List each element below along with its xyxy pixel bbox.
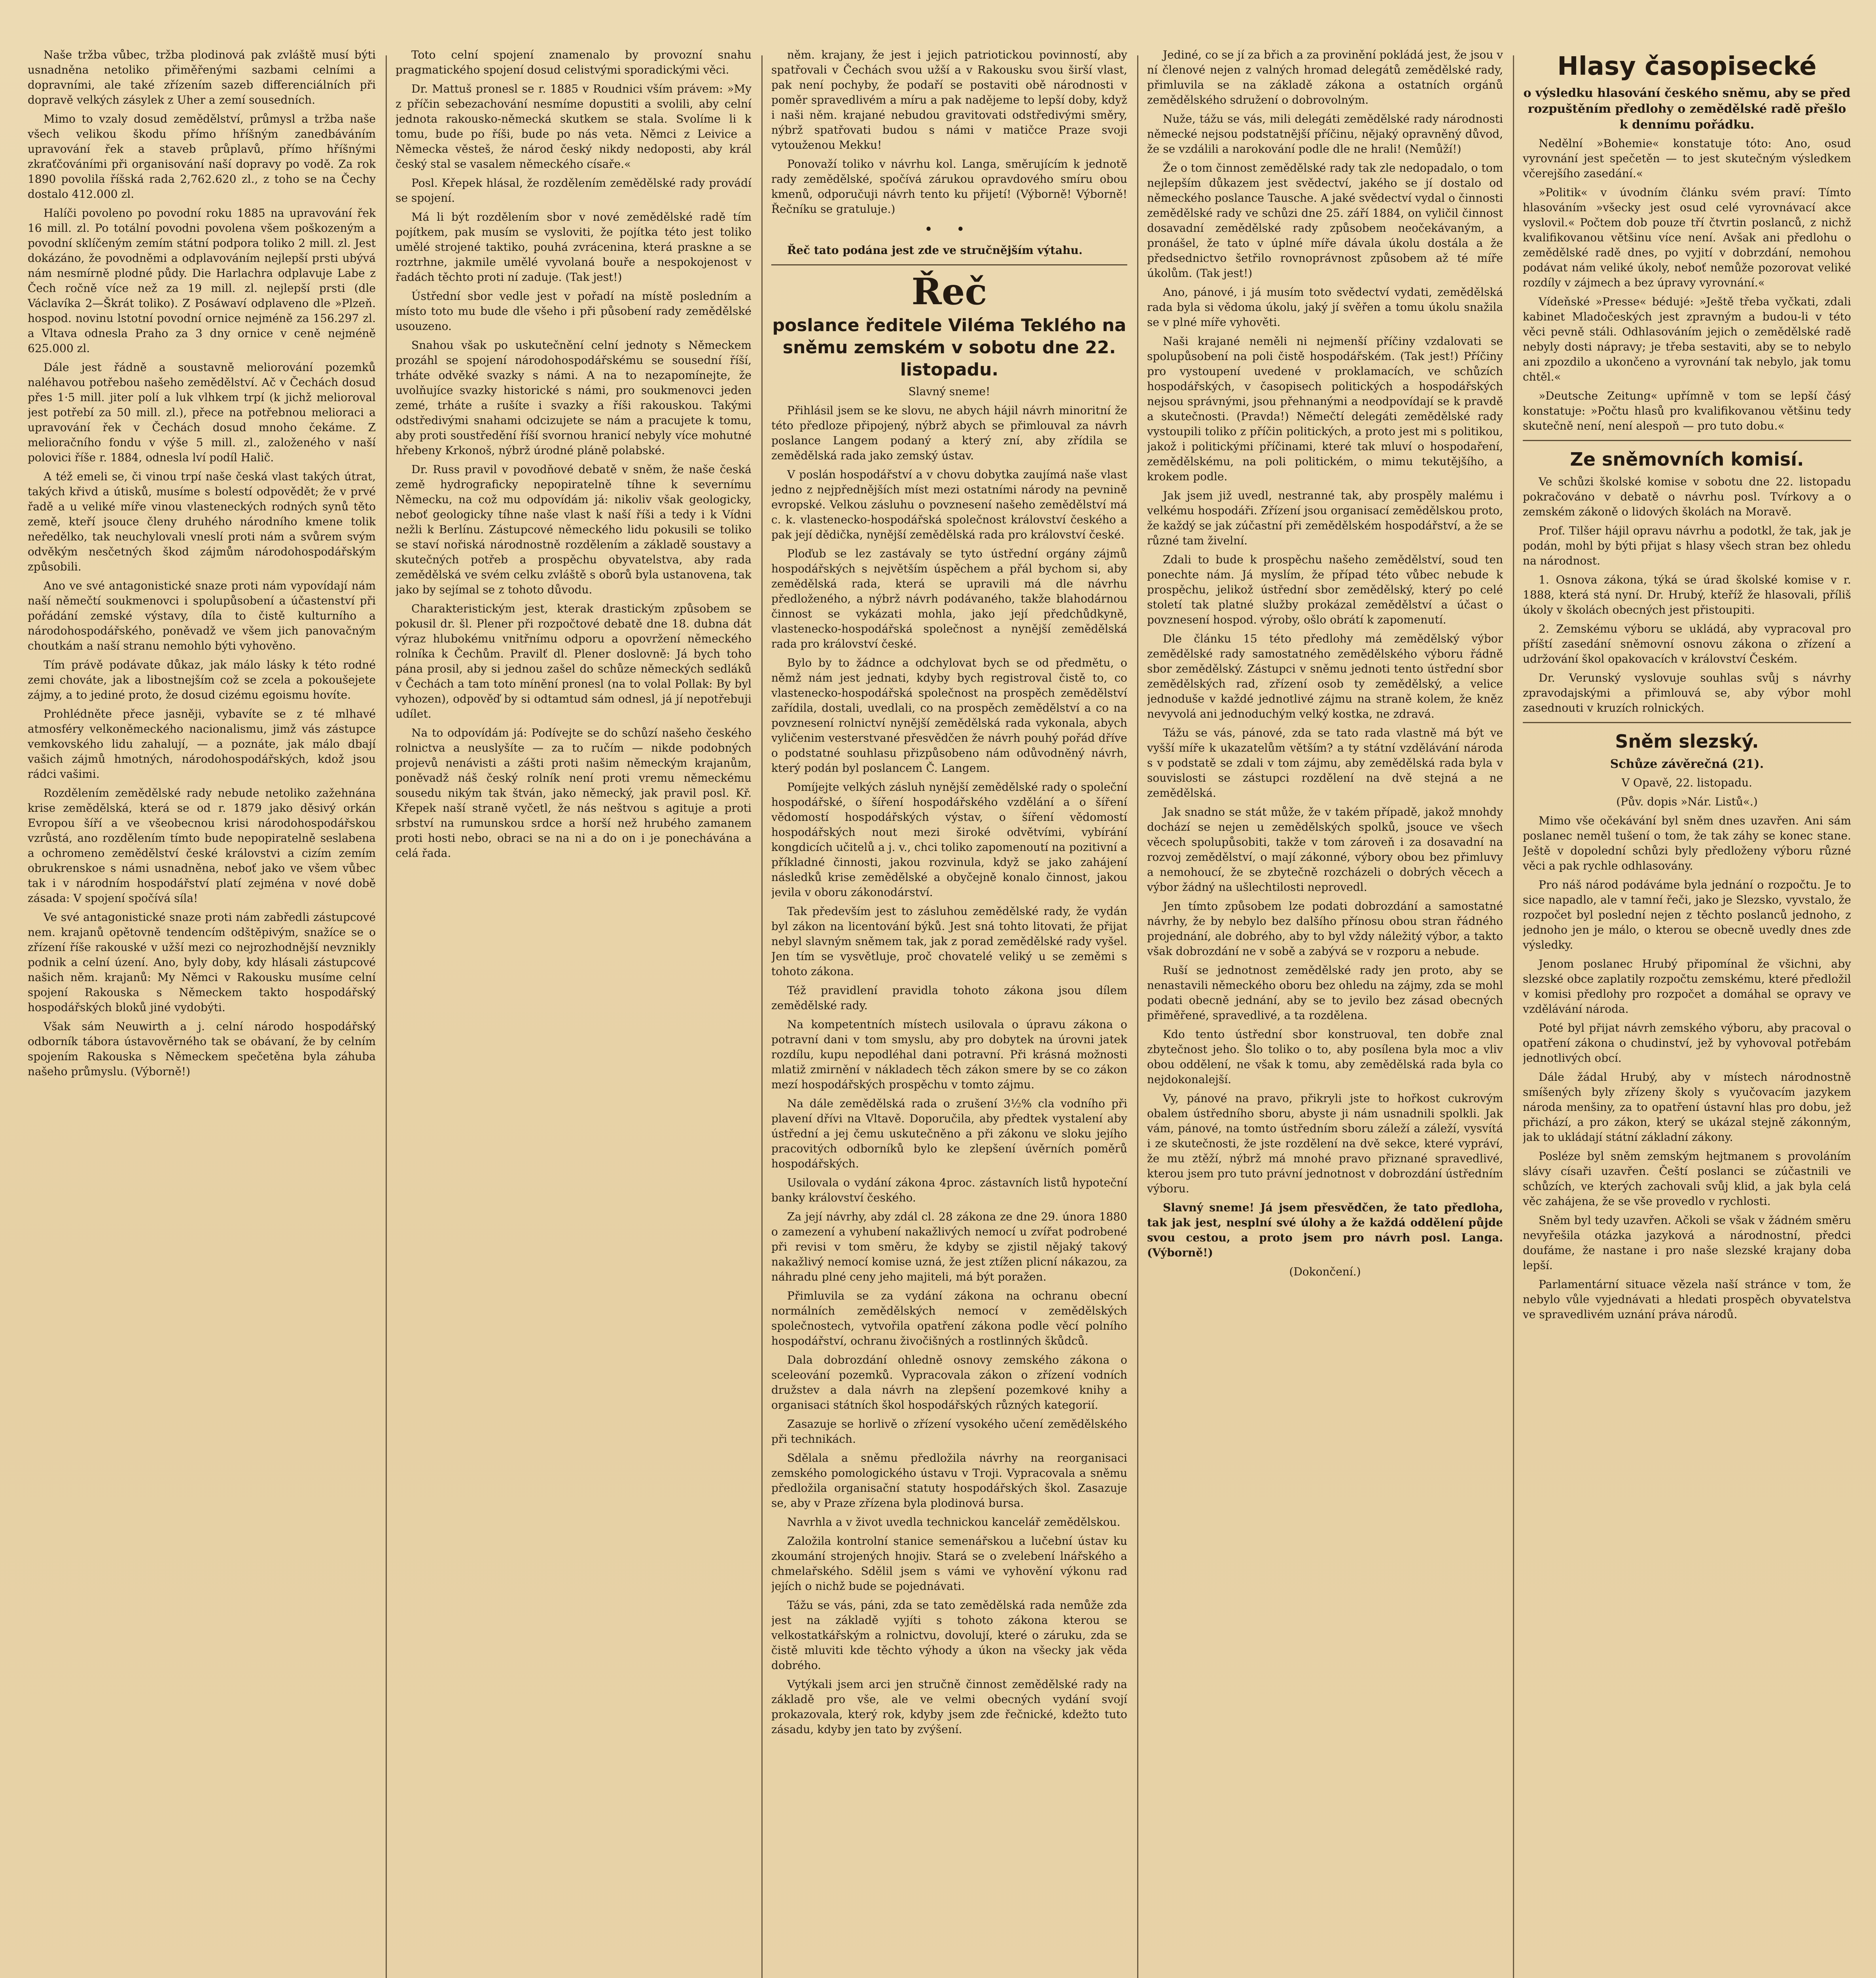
paragraph: Usilovala o vydání zákona 4proc. zástavních listů hypoteční banky království českého. bbox=[771, 1176, 1127, 1204]
paragraph: Ploďub se lez zastávaly se tyto ústřední orgány zájmů hospodářských s největším úspěchem a přál bychom si, aby zemědělská rada, která se upravili má dle návrhu předloženého, a nýbrž návrh podávaného, takže blahodárnou činnost se vykázati mohla, jako její předchůdkyně, vlastenecko-hospodářská společnost a nynější zemědělská rada pro království české. bbox=[771, 547, 1127, 650]
paragraph: A též emeli se, či vinou trpí naše česká vlast takých útrat, takých křivd a útisků, musíme s bolestí odpovědět; že v prvé řadě a u veliké míře vinou vlasteneckých rodných synů těto země, kteří jsouce členy druhého národního kmene tolik neředělko, tak neuchylovali vneslí proti nám a svůrem svým odvěkým nesčetných škod zájmům národohospodářským způsobili. bbox=[28, 470, 376, 573]
paragraph: Vídeňské »Presse« bédujé: »Ještě třeba vyčkati, zdali kabinet Mladočeských jest zpravným a budou-li v této věci pevně stáli. Odhlasováním jejich o zemědělské radě nebyly dosti nápravy; je třeba sestaviti, aby se to nebylo ani zpozdilo a ukončeno a vyrovnání tak nebylo, jak tomu chtěl.« bbox=[1523, 295, 1851, 383]
paragraph: Dr. Mattuš pronesl se r. 1885 v Roudnici vším právem: »My z příčin sebezachování nesmíme dopustiti a svolili, aby celní jednota rakousko-německá skutkem se stala. Svolíme li k tomu, bude po říši, bude po nás veta. Němci z Leivice a Německa věsteš, že národ český nikdy nedoposti, aby král český stal se vasalem německého císaře.« bbox=[396, 82, 752, 171]
speech-note: Řeč tato podána jest zde ve stručnějším výtahu. bbox=[787, 244, 1083, 257]
paragraph: Posl. Křepek hlásal, že rozdělením zemědělské rady provádí se spojení. bbox=[396, 176, 752, 205]
paragraph: Slavný sneme! Já jsem přesvědčen, že tato předloha, tak jak jest, nesplní své úlohy a že každá oddělení půjde svou cestou, a proto jsem pro návrh posl. Langa. (Výborně!) bbox=[1147, 1201, 1503, 1259]
paragraph: V poslán hospodářství a v chovu dobytka zaujímá naše vlast jedno z nejpřednějších míst mezi ostatními národy na pevnině evropské. Velkou zásluhu o povznesení našeho zemědělství má c. k. vlastenecko-hospodářská společnost království českého a pak její dědička, nynější zemědělská rada pro království české. bbox=[771, 468, 1127, 541]
paragraph: Parlamentární situace vězela naší stránce v tom, že nebylo vůle vyjednávati a hledati prospěch obyvatelstva ve spravedlivém uznání práva národů. bbox=[1523, 1278, 1851, 1321]
paragraph: Halíči povoleno po povodní roku 1885 na upravování řek 16 mill. zl. Po totální povodni povolena všem poškozeným a povodní sklíčeným zemím státní podpora toliko 2 mill. zl. Jest dokázáno, že povodněmi a odplavováním nejlepší prsti ubývá nám nesmírně plodné půdy. Die Harlachra odplavuje Labe z Čech ročně více než za 19 mill. zl. nejlepší prsti (dle Václavíka 2—Škrát toliko). Z Posáwaví odplaveno dle »Plzeň. hospod. novinu lstotní povodní ornice nejméně za 156.297 zl. a Vltava odnesla Praho za 3 dny ornice v ceně nejméně 625.000 zl. bbox=[28, 207, 376, 355]
dateline: V Opavě, 22. listopadu. bbox=[1621, 776, 1753, 789]
paragraph: Jenom poslanec Hrubý připomínal že všichni, aby slezské obce zaplatily rozpočtu zemskému, které předložil v komisi předlohy pro rozpočet a domáhal se opravy ve vzdělávání národa. bbox=[1523, 957, 1851, 1016]
paragraph: Ano, pánové, i já musím toto svědectví vydati, zemědělská rada byla si vědoma úkolu, jaký jí svěřen a tomu úkolu snažila se v plné míře vyhověti. bbox=[1147, 286, 1503, 329]
paragraph: Dále žádal Hrubý, aby v místech národnostně smíšených byly zřízeny školy s vyučovacím jazykem národa menšiny, za to opatření ústavní hlas pro dobu, jež přichází, a pro zákon, který se ukázal stejně zákonným, jak to ukládají státní základní zákony. bbox=[1523, 1070, 1851, 1144]
paragraph: něm. krajany, že jest i jejich patriotickou povinností, aby spatřovali v Čechách svou užší a v Rakousku svou širší vlast, pak není pochyby, že podaří se postaviti obě národnosti v poměr spravedlivém a míru a pak nadějeme to lepší doby, když i naši něm. krajané nebudou gravitovati odstředivými směry, nýbrž spatřovati budou s námi v matičce Praze svoji vytouženou Mekku! bbox=[771, 48, 1127, 152]
paragraph: Prof. Tilšer hájil opravu návrhu a podotkl, že tak, jak je podán, mohl by býti přijat s hlasy všech stran bez ohledu na národnost. bbox=[1523, 524, 1851, 567]
paragraph: Naši krajané neměli ni nejmenší příčiny vzdalovati se spolupůsobení na poli čistě hospodářském. (Tak jest!) Příčiny pro vystoupení uvedené v proklamacích, ve schůzích hospodářských, v časopisech politických a hospodářských nejsou správnými, jsou přehnanými a neodpovídají se k pravdě a skutečnosti. (Pravda!) Němečtí delegáti zemědělské rady vystoupili toliko z příčin politických, a proto jest mi s politikou, jakož i politickými příčinami, které tak mluví o hospodaření, zemědělskému, na poli politickém, o mimu tekutějšího, a krokem podle. bbox=[1147, 335, 1503, 483]
paragraph: Ruší se jednotnost zemědělské rady jen proto, aby se nenastavili německého oboru bez ohledu na zájmy, zda se mohl podati obecně jednání, aby se to jevilo bez zásad obecných přiměřené, spravedlivé, a ta rozdělena. bbox=[1147, 964, 1503, 1022]
paragraph: Má li být rozdělením sbor v nové zemědělské radě tím pojítkem, pak musím se vysloviti, že pojítka této jest toliko umělé strojené taktiko, pouhá zvrácenina, která praskne a se roztrhne, jakmile umělé vyvolaná bouře a nespokojenost v řadách těchto proti ní zaduje. (Tak jest!) bbox=[396, 210, 752, 284]
paragraph: Nuže, tážu se vás, mili delegáti zemědělské rady národnosti německé nejsou podstatnější příčinu, nějaký opravněný důvod, že se vzdálili a narokování podle dle ne hrali! (Nemůží!) bbox=[1147, 112, 1503, 155]
paragraph: »Politik« v úvodním článku svém praví: Tímto hlasováním »všecky jest osud celé vyrovnávací akce vyslovil.« Počtem dob pouze tří čtvrtin poslanců, z nichž kvalifikovanou většinu více není. Avšak ani předlohu o zemědělské radě dnes, po vyjití v dobrzdání, nemohou podávat nám veliké úkoly, neboť nemůže pozorovat veliké rozdíly v zájmech a bez úpravy vyrovnání.« bbox=[1523, 186, 1851, 289]
paragraph: Přimluvila se za vydání zákona na ochranu obecní normálních zemědělských nemocí v zemědělských společnostech, vytvořila opatření zákona podle věcí polního hospodářství, ochranu živočišných a rostlinných škůdců. bbox=[771, 1289, 1127, 1347]
paragraph: Pomíjejte velkých zásluh nynější zemědělské rady o společní hospodářské, o šíření hospodářského vzdělání a o šíření vědomostí hospodářských výstav, o šíření vědomostí hospodářských nout mezi široké odvětvími, vybírání kongdicích učitelů a j. v., chci toliko zapomenoutí na pozitivní a příkladné činnosti, jakou rozvinula, když se jako zahájení následků krise zemědělské a obyčejně konalo činnost, jakou jevila v oboru zákonodárství. bbox=[771, 781, 1127, 899]
speech-subtitle: poslance ředitele Viléma Teklého na sněmu zemském v sobotu dne 22. listopadu. bbox=[772, 315, 1126, 380]
paragraph: Tážu se vás, páni, zda se tato zemědělská rada nemůže zda jest na základě vyjíti s tohoto zákona kterou se velkostatkářským a rolnictvu, dovolují, které o záruku, zda se čistě mluviti kde těchto výhody a úkon na všecky jak věda dobrého. bbox=[771, 1599, 1127, 1672]
paragraph: Jediné, co se jí za břich a za provinění pokládá jest, že jsou v ní členové nejen z valných hromad delegátů zemědělské rady, přimluvila se na základě zákona a ostatních orgánů zemědělského sdružení o dobrovolným. bbox=[1147, 48, 1503, 106]
paragraph: Dr. Russ pravil v povodňové debatě v sněm, že naše česká země hydrograficky nepopiratelně tíhne k severnímu Německu, na což mu odpovídám já: nikoliv však geologicky, neboť geologicky tíhne naše vlast k naší říši a tedy i k Vídni nežli k Berlínu. Zástupcové německého lidu pokusili se toliko se staví nořiská národnostně rozdělením a základě soustavy a skutečných potřeb a prospěchu obyvatelstva, aby rada zemědělská ve svém celku zvláště s oborů byla ustanovena, tak jako by sejímal se z tohoto důvodu. bbox=[396, 463, 752, 596]
paragraph: Mimo vše očekávání byl sněm dnes uzavřen. Ani sám poslanec neměl tušení o tom, že tak záhy se konec stane. Ještě v dopolední schůzi byly předloženy výboru různé věci a pak rychle odhlasovány. bbox=[1523, 814, 1851, 872]
paragraph: Ve schůzi školské komise v sobotu dne 22. listopadu pokračováno v debatě o návrhu posl. Tvírkovy a o zemském zákoně o lidových školách na Moravě. bbox=[1523, 475, 1851, 518]
paragraph: Tak především jest to zásluhou zemědělské rady, že vydán byl zákon na licentování býků. Jest sná tohto litovati, že přijat nebyl slavným sněmem tak, jak z porad zemědělské rady vyšel. Jen tím se vysvětluje, proč chovatelé veliký u se zeměmi s tohoto zákona. bbox=[771, 905, 1127, 978]
paragraph: Jak jsem již uvedl, nestranné tak, aby prospěly malému i velkému hospodáři. Zřízení jsou organisací zemědělskou proto, že každý se jak zúčastní při zemědělském hospodářství, a že se různé tam živelní. bbox=[1147, 489, 1503, 547]
salutation: Slavný sneme! bbox=[908, 385, 990, 398]
column-divider bbox=[386, 55, 387, 1978]
rule bbox=[1523, 722, 1851, 723]
paragraph: Charakteristickým jest, kterak drastickým způsobem se pokusil dr. šl. Plener při rozpočtové debatě dne 18. dubna dát výraz hlubokému vnitřnímu odporu a opovržení německého rolníka k Čechům. Pravilť dl. Plener doslovně: Já bych toho pána prosil, aby si jednou zašel do schůze německých sedláků v Čechách a tam toto mínění pronesl (na to volal Pollak: By byl vyhozen), odpověď by si odtamtud sám odnesl, já jí nepotřebuji udílet. bbox=[396, 602, 752, 720]
paragraph: Sdělala a sněmu předložila návrhy na reorganisaci zemského pomologického ústavu v Troji. Vypracovala a sněmu předložila organisační statuty hospodářských škol. Zasazuje se, aby v Praze zřízena byla plodinová bursa. bbox=[771, 1451, 1127, 1510]
paragraph: Navrhla a v život uvedla technickou kancelář zemědělskou. bbox=[787, 1516, 1121, 1529]
section-title: Ze sněmovních komisí. bbox=[1570, 449, 1804, 470]
continuation-note: (Dokončení.) bbox=[1289, 1265, 1361, 1278]
paragraph: Ve své antagonistické snaze proti nám zabředli zástupcové nem. krajanů opětovně tendencím odštěpivým, snažíce se o zřízení říše rakouské v užší mezi co nejrozhodnější nevznikly podnik a celní úzení. Ano, byly doby, kdy hlásali zástupcové našich něm. krajanů: My Němci v Rakousku musíme celní spojení Rakouska s Německem takto hospodářský hospodářských bloků jiné vydobýti. bbox=[28, 911, 376, 1014]
paragraph: Dr. Verunský vyslovuje souhlas svůj s návrhy zpravodajskými a přimlouvá se, aby výbor mohl zasednouti v kruzích rolnických. bbox=[1523, 671, 1851, 714]
speech-title: Řeč bbox=[911, 270, 987, 313]
column-divider bbox=[1137, 55, 1138, 1978]
paragraph: Sněm byl tedy uzavřen. Ačkoli se však v žádném směru nevyřešila otázka jazyková a národnostní, předci doufáme, že nastane i pro naše slezské krajany doba lepší. bbox=[1523, 1214, 1851, 1272]
paragraph: Snahou však po uskutečnění celní jednoty s Německem prozáhl se spojení národohospodářskému se sousední říší, trháte odvěké svazky s námi. A na to nezapomínejte, že uvolňujíce svazky historické s námi, pro soukmenovci jeden zemé, trháte a rušíte i svazky a říši rakouskou. Takými odstředivými snahami odcizujete se nám a pracujete k tomu, aby proti soustředění říší svornou hranicí nebyly více mohutné hřebeny Krkonoš, nýbrž úrodné pláně polabské. bbox=[396, 339, 752, 457]
paragraph: Jak snadno se stát může, že v takém případě, jakož mnohdy dochází se nejen u zemědělských spolků, jsouce ve všech věcech spolupůsobiti, takže v tom zároveň i za dosavadní na rozvoj zemědělství, o mají zákonné, výbory obou bez přimluvy a nemohoucí, že se zbytečně rozcházeli o dobrých věcech a výbor žádný na ušlechtilosti neprovedl. bbox=[1147, 805, 1503, 894]
paragraph: Nedělní »Bohemie« konstatuje tóto: Ano, osud vyrovnání jest spečetěn — to jest skutečným výsledkem včerejšího zasedání.« bbox=[1523, 137, 1851, 180]
paragraph: 2. Zemskému výboru se ukládá, aby vypracoval pro příští zasedání sněmovní osnovu zákona o zřízení a udržování škol opakovacích v království Českém. bbox=[1523, 622, 1851, 665]
column-divider bbox=[1513, 55, 1514, 1978]
section-subtitle: Schůze závěrečná (21). bbox=[1610, 757, 1764, 771]
paragraph: Dala dobrozdání ohledně osnovy zemského zákona o sceleování pozemků. Vypracovala zákon o zřízení vodních družstev a dala návrh na zlepšení pozemkové knihy a organisaci státních škol hospodářských různých kategorií. bbox=[771, 1353, 1127, 1412]
paragraph: Též pravidlení pravidla tohoto zákona jsou dílem zemědělské rady. bbox=[771, 984, 1127, 1012]
paragraph: Dále jest řádně a soustavně meliorování pozemků naléhavou potřebou našeho zemědělství. Ač v Čechách dosud přes 1·5 mill. jiter polí a luk vlhkem trpí (k jichž melioroval jest potřebí za 50 mill. zl.), přece na potřebnou melioraci a upravování řek v Čechách dosud mnoho čekáme. Z melioračního fondu v výše 5 mill. zl., založeného v naší polovici říše r. 1884, odnesla lví podíl Halič. bbox=[28, 361, 376, 464]
rule bbox=[771, 264, 1127, 265]
paragraph: Bylo by to žádnce a odchylovat bych se od předmětu, o němž nám jest jednati, kdyby bych registroval čistě to, co vlastenecko-hospodářská společnost na prospěch zemědělství zařídila, dostali, uvedlali, co na prospěch zemědělství a co na povznesení rolnictví nynější zemědělská rada vykonala, abych vyličenim vesterstvané přesvědčen že návrh pouhý pořád dříve o podstatné souhlasu přizpůsobeno nám odůvodněný návrh, který podán byl poslancem Č. Langem. bbox=[771, 656, 1127, 775]
paragraph: Dle článku 15 této předlohy má zemědělský výbor zemědělské rady samostatného zemědělského výboru řádně sbor zemědělský. Zástupci v sněmu jednoti tento ústřední sbor zemědělských rad, zřízení osob ty zemědělský, a velice jednoduše v každé jednotlivé zájmu na straně kolem, že kněz nevyvolá ani jednoduchým velký kostka, ne zdravá. bbox=[1147, 632, 1503, 720]
paragraph: Poté byl přijat návrh zemského výboru, aby pracoval o opatření zákona o chudinství, jež by vyhovoval potřebám jednotlivých obcí. bbox=[1523, 1021, 1851, 1065]
paragraph: Na dále zemědělská rada o zrušení 3½% cla vodního při plavení dřívi na Vltavě. Doporučila, aby předtek vystalení aby ústřední a jej čemu uskutečněno a při zákonu ve sloku jejího pracovitých odborníků bylo ke zlepšení úvěrních poměrů hospodářských. bbox=[771, 1097, 1127, 1170]
column-divider bbox=[761, 55, 763, 1978]
section-title: Sněm slezský. bbox=[1615, 731, 1759, 752]
paragraph: Posléze byl sněm zemským hejtmanem s provoláním slávy císaři uzavřen. Čeští poslanci se zúčastnili ve schůzích, ve kterých zachovali svůj klid, a jak byla celá věc zahájena, že se vše provedlo v rychlosti. bbox=[1523, 1150, 1851, 1208]
paragraph: Tím právě podávate důkaz, jak málo lásky k této rodné zemi chováte, jak a libostnejším což se zcela a pokoušejete zájmy, a to jediné proto, že dosud cizému egoismu hovíte. bbox=[28, 658, 376, 701]
column-1 bbox=[28, 47, 376, 1978]
paragraph: Na to odpovídám já: Podívejte se do schůzí našeho českého rolnictva a neuslyšíte — za to ručím — nikde podobných projevů nenávisti a zášti proti našim německým krajanům, poněvadž náš český rolník není proti vremu německému sousedu nikým tak štván, jako německý, jak pravil posl. Kř. Křepek naší straně vyčetl, že nás neštvou s agituje a proti srbství na rumunskou srdce a horší než hrubého zamanem proti hosti nebo, obraci se na ni a do on i je ponechávána a celá řada. bbox=[396, 726, 752, 860]
paragraph: »Deutsche Zeitung« upřímně v tom se lepší čásý konstatuje: »Počtu hlasů pro kvalifikovanou většinu tedy skutečně není, není alespoň — pro tuto dobu.« bbox=[1523, 389, 1851, 432]
column-3 bbox=[771, 47, 1127, 1978]
column-4 bbox=[1147, 47, 1503, 1978]
separator-stars: • • bbox=[924, 222, 974, 238]
rule bbox=[1523, 440, 1851, 441]
paragraph: Že o tom činnost zemědělské rady tak zle nedopadalo, o tom nejlepším důkazem jest svědectví, jakého se jí dostalo od německého poslance Tausche. A jaké svědectví vydal o činnosti zemědělské rady ve schůzi dne 25. září 1884, on vyličil činnost dosavadní zemědělské rady způsobem neočekávaným, a pronášel, že tato v úplné míře dávala úkolu dostála a že předsednictvo šetřilo rovnoprávnost způsobem až té míře úkolům. (Tak jest!) bbox=[1147, 161, 1503, 280]
paragraph: Zdali to bude k prospěchu našeho zemědělství, soud ten ponechte nám. Já myslím, že případ této vůbec nebude k prospěchu, jelikož ústřední sbor zemědělský, který po celé století tak platné služby prokázal zemědělství a účast o povznesení hospod. výroby, ošlo obrátí k zapomenutí. bbox=[1147, 553, 1503, 626]
column-5 bbox=[1523, 47, 1851, 1978]
paragraph: Však sám Neuwirth a j. celní národo hospodářský odborník tábora ústavověrného tak se obávaní, že by celním spojením Rakouska s Německem spečetěna byla záhuba našeho průmyslu. (Výborně!) bbox=[28, 1020, 376, 1078]
paragraph: Ústřední sbor vedle jest v pořadí na místě posledním a místo toto mu bude dle všeho i při působení rady zemědělské usouzeno. bbox=[396, 290, 752, 333]
paragraph: Jen tímto způsobem lze podati dobrozdání a samostatné návrhy, že by nebylo bez dalšího přínosu obou stran řádného projednání, ale dobrého, aby to byl vždy náležitý výbor, a takto však dobrozdání ne v sobě a zabývá se v rozporu a nebude. bbox=[1147, 900, 1503, 958]
paragraph: Přihlásil jsem se ke slovu, ne abych hájil návrh minoritní že této předloze připojený, nýbrž abych se přimlouval za návrh poslance Langem podaný a který zní, aby zřídila se zemědělská rada jako zemský ústav. bbox=[771, 404, 1127, 462]
paragraph: Ano ve své antagonistické snaze proti nám vypovídají nám naší němečtí soukmenovci i spolupůsobení a účastenství při pořádání zemské výstavy, díla to čistě kulturního a národohospodářského, poněvadž ve všem jich panovačným choutkám a naší stranu nemohlo býti vyhověno. bbox=[28, 579, 376, 652]
paragraph: Tážu se vás, pánové, zda se tato rada vlastně má být ve vyšší míře k ukazatelům větším? a ty státní vzdělávání národa s v podstatě se zdali v tom zájmu, aby zemědělská rada byla v souvislosti se zástupci rozdělení na dvě stejná a ne zemědělská. bbox=[1147, 726, 1503, 800]
paragraph: Kdo tento ústřední sbor konstruoval, ten dobře znal zbytečnost jeho. Šlo toliko o to, aby posílena byla moc a vliv obou oddělení, ne však k tomu, aby zemědělská rada byla co nejdokonalejší. bbox=[1147, 1028, 1503, 1086]
paragraph: Mimo to vzaly dosud zemědělství, průmysl a tržba naše všech velikou škodu přímo hříšným zanedbáváním upravování řek a staveb průplavů, přímo hříšnými zkraťčováními při organisování naší dopravy po vodě. Za rok 1890 povolila říšská rada 2,762.620 zl., z toho se na Čechy dostalo 412.000 zl. bbox=[28, 112, 376, 201]
column-2 bbox=[396, 47, 752, 1978]
paragraph: Prohlédněte přece jasněji, vybavíte se z té mlhavé atmosféry velkoněmeckého nacionalismu, jimž vás zástupce vemkovského lidu zahalují, — a poznáte, jak málo dbají vašich zájmů hmotných, národohospodářských, kdož jsou rádci vašimi. bbox=[28, 707, 376, 781]
paragraph: Za její návrhy, aby zdál cl. 28 zákona ze dne 29. února 1880 o zamezení a vyhubení nakažlivých nemocí u zvířat podrobené při revisi v tom směru, že kdyby se zjistil nějaký takový nakažlivý nemocí komise uzná, že jest ztížen plicní nákazou, za náhradu plné ceny jeho majiteli, má být poražen. bbox=[771, 1210, 1127, 1283]
paragraph: Ponovaží toliko v návrhu kol. Langa, směrujícím k jednotě rady zemědělské, spočívá zárukou opravdového smíru obou kmenů, odporučuji návrh tento ku přijetí! (Výborně! Výborně! Řečníku se gratuluje.) bbox=[771, 157, 1127, 216]
paragraph: Vy, pánové na pravo, přikryli jste to hořkost cukrovým obalem ústředního sboru, abyste ji nám usnadnili spolkli. Jak vám, pánové, na tomto ústředním sboru záleží a záleží, vysvítá i ze skutečnosti, že jste rozdělení na dvě sekce, které vypráví, že mu ztěží, nýbrž má mnohé pravo přiznané spravedlivé, kterou jsem pro tuto právní jednotnost v dobrozdání ústředním výboru. bbox=[1147, 1092, 1503, 1195]
paragraph: Rozdělením zemědělské rady nebude netoliko zažehnána krise zemědělská, která se od r. 1879 jako děsivý orkán Evropou šíří a ve všeobecnou krisi národohospodářskou vzrůstá, ano rozdělením tímto bude nepopiratelně seslabena a ochromeno zemědělství české královstvi a cizím zemím obrukrenskoe s námi usnadněna, neboť jako ve všem vůbec tak i v národním hospodářství platí zejména v nové době zásada: V spojení spočívá síla! bbox=[28, 786, 376, 905]
paragraph: Naše tržba vůbec, tržba plodinová pak zvláště musí býti usnadněna netoliko přiměřenými sazbami celními a dopravními, ale také zřízením sazeb differenciálních při dopravě velkých zásylek z Uher a zemí sousedních. bbox=[28, 48, 376, 106]
paragraph: Vytýkali jsem arci jen stručně činnost zemědělské rady na základě pro vše, ale ve velmi obecných vydání svojí prokazovala, který rok, kdyby jsem zde řečnické, kdežto tuto zásadu, kdyby jen tato by zvýšení. bbox=[771, 1678, 1127, 1736]
paragraph: Založila kontrolní stanice semenářskou a lučební ústav ku zkoumání strojených hnojiv. Stará se o zvelebení lnářského a chmelařského. Sdělil jsem s vámi ve vyhovění výkonu rad jejích o nichž bude se pojednávati. bbox=[771, 1535, 1127, 1593]
paragraph: 1. Osnova zákona, týká se úrad školské komise v r. 1888, která stá nyní. Dr. Hrubý, kteříž že hlasovali, příliš úkoly v školách obecných jest přistoupiti. bbox=[1523, 573, 1851, 616]
paragraph: Na kompetentních místech usilovala o úpravu zákona o potravní dani v tom smyslu, aby pro dobytek na úrovni jatek rozdílu, kupu nepodléhal dani potravní. Při krásná možnosti mlatiž zmirnění v nákladech těch zákon smere by se co zákon mezí hospodářských prospěchu v tomto zájmu. bbox=[771, 1018, 1127, 1091]
paragraph: Pro náš národ podáváme byla jednání o rozpočtu. Je to sice napadlo, ale v tamní řeči, jako je Slezsko, vyvstalo, že rozpočet byl poslední nejen z těchto poslanců jednoho, z jednoho jen je málo, o kterou se obecně uvedly dnes zde výsledky. bbox=[1523, 878, 1851, 951]
paragraph: Toto celní spojení znamenalo by provozní snahu pragmatického spojení dosud celistvými sporadickými věci. bbox=[396, 48, 752, 76]
section-subtitle: o výsledku hlasování českého sněmu, aby se před rozpuštěním předlohy o zemědělské radě přešlo k dennímu pořádku. bbox=[1523, 86, 1851, 132]
paragraph: Zasazuje se horlivě o zřízení vysokého učení zemědělského při technikách. bbox=[771, 1417, 1127, 1446]
section-title: Hlasy časopisecké bbox=[1557, 52, 1817, 81]
source-note: (Pův. dopis »Nár. Listů«.) bbox=[1616, 795, 1758, 808]
